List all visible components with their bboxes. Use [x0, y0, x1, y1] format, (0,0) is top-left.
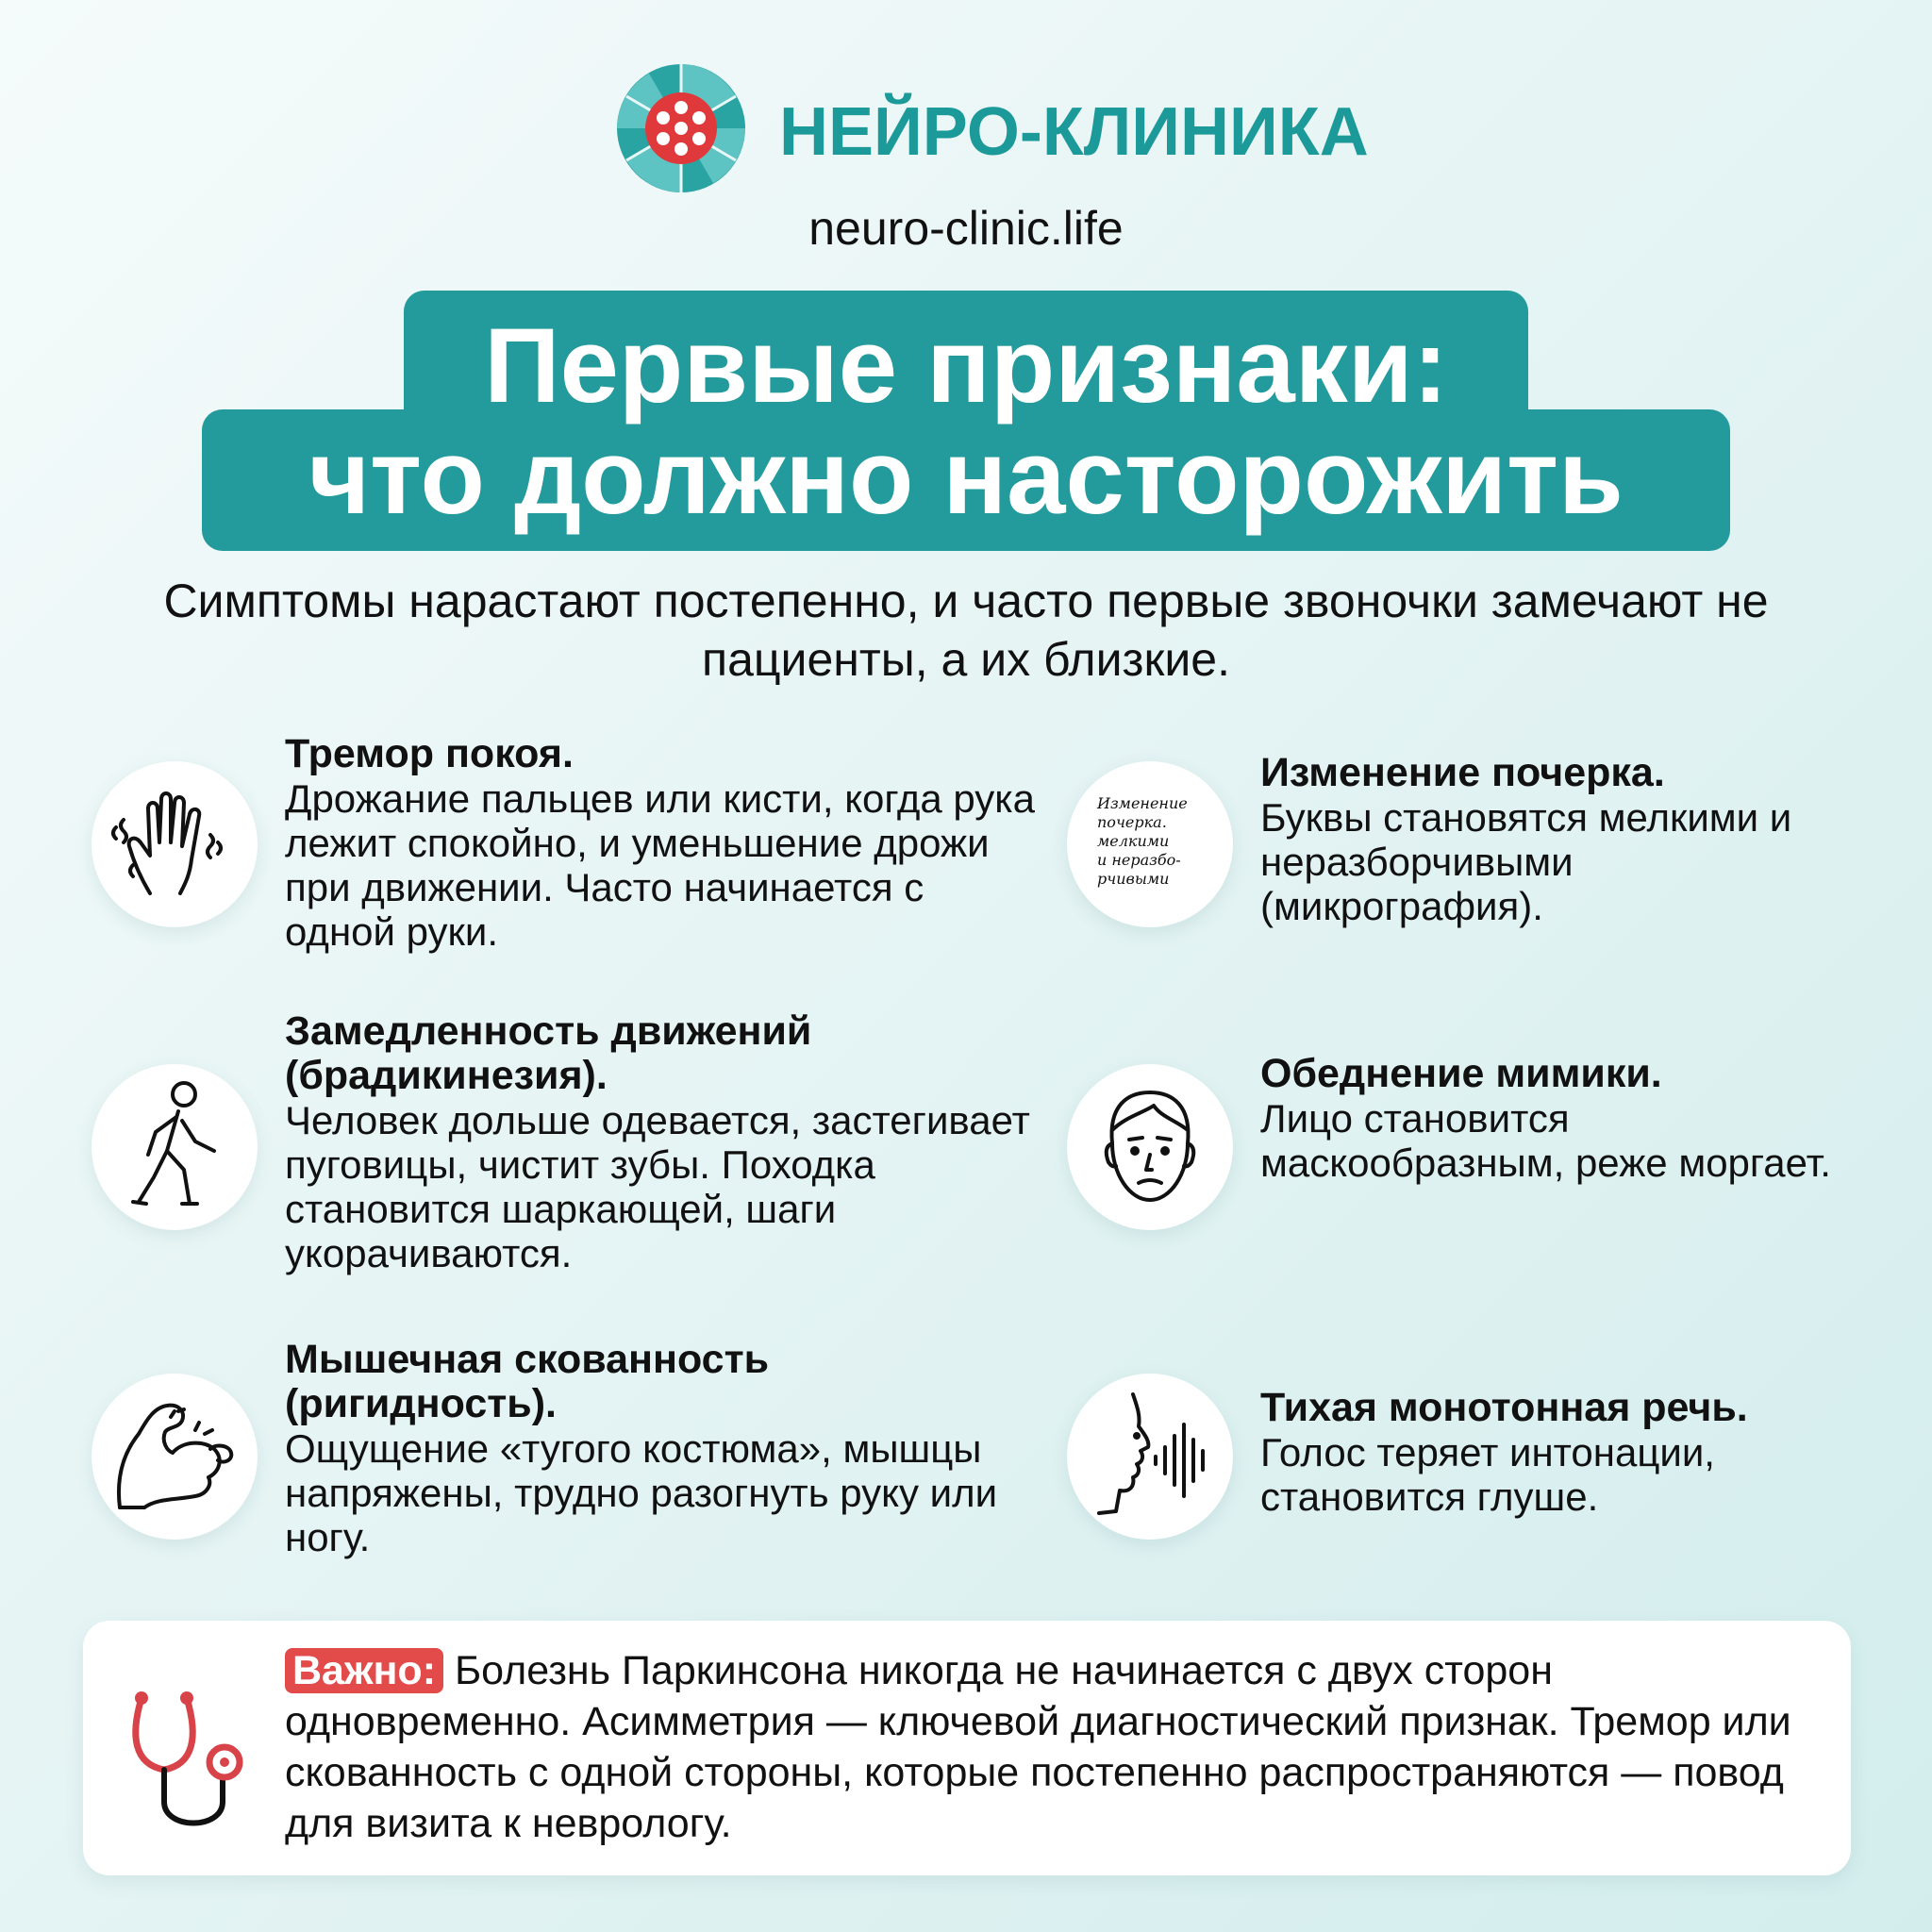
important-note: [285, 1645, 1832, 1849]
symptom-title: Тремор покоя.: [285, 731, 574, 776]
important-text: Болезнь Паркинсона никогда не начинается с двух сторон одновременно. Асимметрия — ключевой диагностический признак. Тремор или скованность с одной стороны, которые постепенно распространяются — повод для визита к неврологу.: [285, 1648, 1791, 1846]
symptom-title: Тихая монотонная речь.: [1260, 1385, 1748, 1430]
symptom-speech: [1260, 1386, 1874, 1519]
speaking-face-icon: [1067, 1374, 1233, 1540]
symptom-desc: Человек дольше одевается, застегивает пуговицы, чистит зубы. Походка становится шаркающей, шаги укорачиваются.: [285, 1098, 1030, 1275]
symptom-title: Изменение почерка.: [1260, 750, 1665, 795]
handwriting-icon-text: Изменение: [1097, 794, 1188, 812]
handwriting-icon: [1067, 761, 1233, 927]
sad-face-icon: [1067, 1064, 1233, 1230]
page-title-line1: Первые признаки:: [484, 307, 1448, 425]
important-label: Важно:: [285, 1648, 443, 1693]
handwriting-icon-text: почерка.: [1097, 813, 1167, 831]
subtitle: Симптомы нарастают постепенно, и часто первые звоночки замечают не пациенты, а их близкие.: [163, 575, 1769, 686]
site-url: neuro-clinic.life: [808, 202, 1124, 255]
symptom-desc: Буквы становятся мелкими и неразборчивыми (микрография).: [1260, 795, 1792, 928]
clinic-logo-icon: [615, 62, 747, 194]
handwriting-icon-text: и неразбо-: [1097, 851, 1181, 869]
symptom-title: Мышечная скованность (ригидность).: [285, 1337, 770, 1426]
walking-person-icon: [92, 1064, 258, 1230]
brand-name: НЕЙРО-КЛИНИКА: [779, 94, 1369, 170]
symptom-rigidity: [285, 1338, 1040, 1559]
symptom-title: Обеднение мимики.: [1260, 1051, 1662, 1096]
handwriting-icon-text: рчивыми: [1097, 870, 1170, 888]
symptom-bradykinesia: [285, 1009, 1058, 1275]
page-title-line2: что должно насторожить: [308, 418, 1624, 536]
handwriting-icon-text: мелкими: [1097, 832, 1170, 850]
symptom-desc: Голос теряет интонации, становится глуше.: [1260, 1430, 1715, 1519]
symptom-title: Замедленность движений (брадикинезия).: [285, 1008, 812, 1098]
symptom-desc: Дрожание пальцев или кисти, когда рука лежит спокойно, и уменьшение дрожи при движении. Часто начинается с одной руки.: [285, 776, 1035, 954]
symptom-handwriting: [1260, 751, 1826, 928]
symptom-facial-expression: [1260, 1052, 1845, 1185]
symptom-tremor: [285, 732, 1040, 954]
trembling-hand-icon: [92, 761, 258, 927]
flexed-arm-icon: [92, 1374, 258, 1540]
stethoscope-icon: [121, 1679, 281, 1840]
symptom-desc: Лицо становится маскообразным, реже моргает.: [1260, 1096, 1831, 1185]
symptom-desc: Ощущение «тугого костюма», мышцы напряжены, трудно разогнуть руку или ногу.: [285, 1426, 998, 1559]
